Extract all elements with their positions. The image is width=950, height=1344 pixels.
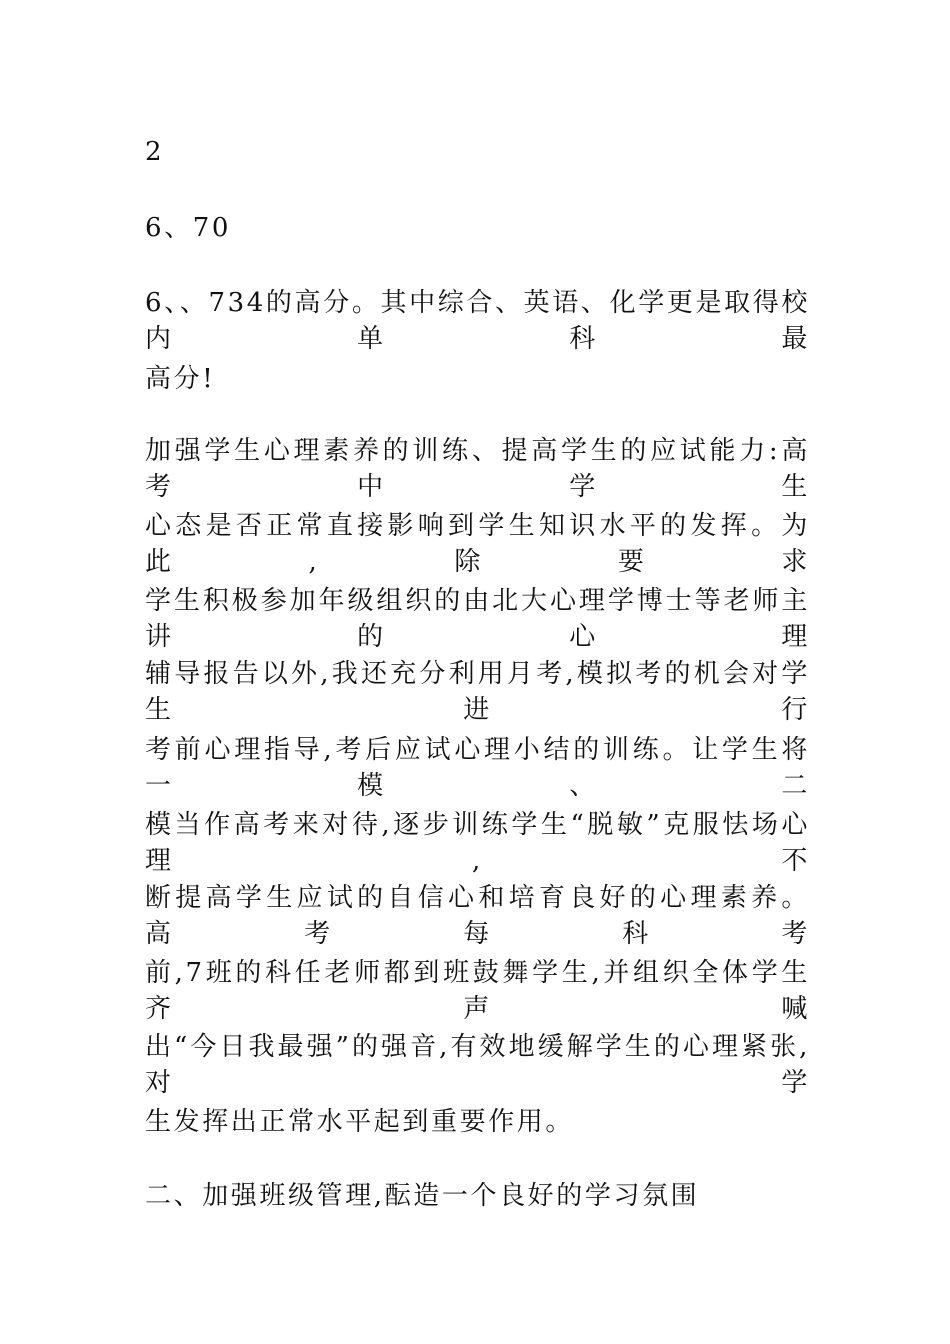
text-line-10: 模当作高考来对待,逐步训练学生“脱敏”克服怯场心理,不 <box>145 810 810 876</box>
text-line-6: 心态是否正常直接影响到学生知识水平的发挥。为此,除要求 <box>145 511 810 577</box>
text-line-9: 考前心理指导,考后应试心理小结的训练。让学生将一模、二 <box>145 735 810 801</box>
text-line-11: 断提高学生应试的自信心和培育良好的心理素养。 高考每科考 <box>145 883 810 949</box>
text-line-14: 生发挥出正常水平起到重要作用。 <box>145 1107 575 1137</box>
text-line-4: 高分! <box>145 364 216 394</box>
text-line-2: 6、70 <box>145 213 232 243</box>
text-line-5: 加强学生心理素养的训练、提高学生的应试能力:高考中学生 <box>145 436 810 502</box>
text-line-13: 出“今日我最强”的强音,有效地缓解学生的心理紧张,对学 <box>145 1032 810 1098</box>
text-line-1: 2 <box>145 137 165 167</box>
section-heading: 二、加强班级管理,酝造一个良好的学习氛围 <box>145 1181 700 1211</box>
text-line-3: 6、、734的高分。其中综合、英语、化学更是取得校内单科最 <box>145 288 810 354</box>
text-line-8: 辅导报告以外,我还充分利用月考,模拟考的机会对学生进行 <box>145 659 810 725</box>
text-line-7: 学生积极参加年级组织的由北大心理学博士等老师主讲的心理 <box>145 586 810 652</box>
text-line-12: 前,7班的科任老师都到班鼓舞学生,并组织全体学生齐声喊 <box>145 958 810 1024</box>
